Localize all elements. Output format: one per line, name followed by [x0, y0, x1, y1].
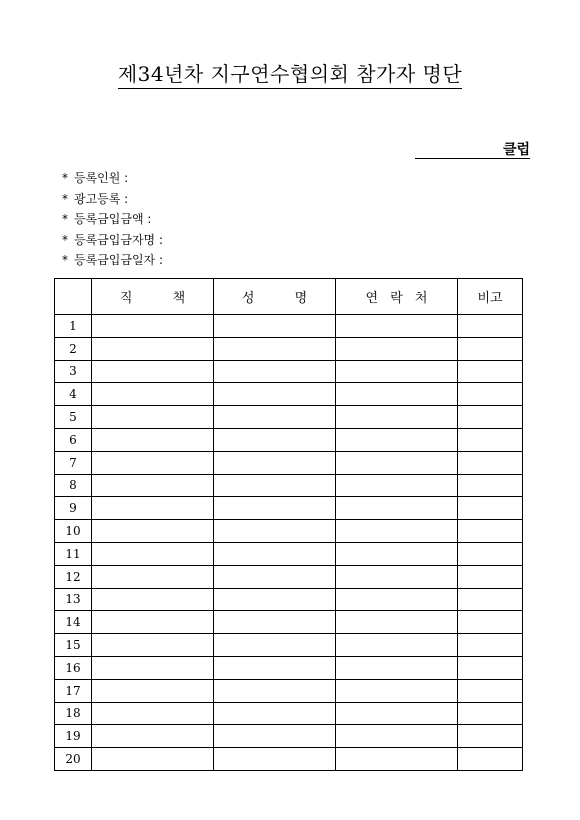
position-cell[interactable] — [92, 542, 214, 565]
table-row — [55, 611, 523, 634]
contact-cell[interactable] — [336, 702, 458, 725]
position-cell[interactable] — [92, 679, 214, 702]
name-cell[interactable] — [214, 634, 336, 657]
row-number: 11 — [55, 542, 92, 565]
name-cell[interactable] — [214, 383, 336, 406]
header-number — [55, 279, 92, 315]
name-cell[interactable] — [214, 611, 336, 634]
row-number: 1 — [55, 315, 92, 338]
contact-cell[interactable] — [336, 588, 458, 611]
row-number: 4 — [55, 383, 92, 406]
remarks-cell[interactable] — [458, 520, 523, 543]
table-row — [55, 428, 523, 451]
remarks-cell[interactable] — [458, 748, 523, 771]
name-cell[interactable] — [214, 748, 336, 771]
position-cell[interactable] — [92, 702, 214, 725]
table-row — [55, 679, 523, 702]
contact-cell[interactable] — [336, 565, 458, 588]
row-number: 6 — [55, 428, 92, 451]
page-title — [0, 62, 580, 86]
row-number: 14 — [55, 611, 92, 634]
position-cell[interactable] — [92, 725, 214, 748]
position-cell[interactable] — [92, 634, 214, 657]
info-item-registrants — [62, 168, 163, 189]
info-item-fee-amount — [62, 209, 163, 230]
contact-cell[interactable] — [336, 474, 458, 497]
name-cell[interactable] — [214, 451, 336, 474]
remarks-cell[interactable] — [458, 679, 523, 702]
info-item-deposit-date — [62, 250, 163, 271]
table-row — [55, 520, 523, 543]
table-row — [55, 725, 523, 748]
position-cell[interactable] — [92, 565, 214, 588]
name-cell[interactable] — [214, 588, 336, 611]
row-number: 19 — [55, 725, 92, 748]
info-item-depositor — [62, 230, 163, 251]
row-number: 17 — [55, 679, 92, 702]
position-cell[interactable] — [92, 474, 214, 497]
club-field — [415, 141, 530, 159]
row-number: 20 — [55, 748, 92, 771]
row-number: 18 — [55, 702, 92, 725]
table-row — [55, 337, 523, 360]
table-row — [55, 315, 523, 338]
contact-cell[interactable] — [336, 679, 458, 702]
table-row — [55, 451, 523, 474]
info-label: 등록금입금액 : — [74, 212, 152, 226]
info-item-ad — [62, 189, 163, 210]
remarks-cell[interactable] — [458, 428, 523, 451]
contact-cell[interactable] — [336, 360, 458, 383]
club-label: 클럽 — [502, 142, 530, 158]
contact-cell[interactable] — [336, 383, 458, 406]
position-cell[interactable] — [92, 520, 214, 543]
row-number: 9 — [55, 497, 92, 520]
remarks-cell[interactable] — [458, 497, 523, 520]
remarks-cell[interactable] — [458, 565, 523, 588]
contact-cell[interactable] — [336, 428, 458, 451]
name-cell[interactable] — [214, 315, 336, 338]
table-row — [55, 588, 523, 611]
registration-info-list — [62, 168, 163, 271]
row-number: 3 — [55, 360, 92, 383]
row-number: 16 — [55, 656, 92, 679]
contact-cell[interactable] — [336, 497, 458, 520]
table-row — [55, 656, 523, 679]
name-cell[interactable] — [214, 725, 336, 748]
name-cell[interactable] — [214, 406, 336, 429]
info-label: 등록금입금일자 : — [74, 253, 164, 267]
remarks-cell[interactable] — [458, 702, 523, 725]
table-header-row — [55, 279, 523, 315]
row-number: 12 — [55, 565, 92, 588]
remarks-cell[interactable] — [458, 360, 523, 383]
info-label: 등록금입금자명 : — [74, 232, 164, 247]
position-cell[interactable] — [92, 451, 214, 474]
table-row — [55, 474, 523, 497]
header-remarks: 비고 — [458, 279, 523, 315]
position-cell[interactable] — [92, 315, 214, 338]
name-cell[interactable] — [214, 428, 336, 451]
name-cell[interactable] — [214, 702, 336, 725]
bullet-icon: * — [62, 191, 68, 206]
position-cell[interactable] — [92, 611, 214, 634]
header-position: 직 책 — [92, 279, 214, 315]
contact-cell[interactable] — [336, 634, 458, 657]
position-cell[interactable] — [92, 337, 214, 360]
remarks-cell[interactable] — [458, 451, 523, 474]
contact-cell[interactable] — [336, 725, 458, 748]
table-body — [55, 315, 523, 771]
contact-cell[interactable] — [336, 315, 458, 338]
bullet-icon: * — [62, 253, 68, 267]
position-cell[interactable] — [92, 406, 214, 429]
header-contact: 연 락 처 — [336, 279, 458, 315]
remarks-cell[interactable] — [458, 315, 523, 338]
row-number: 15 — [55, 634, 92, 657]
row-number: 5 — [55, 406, 92, 429]
remarks-cell[interactable] — [458, 337, 523, 360]
title-text: 제34년차 지구연수협의회 참가자 명단 — [118, 62, 462, 89]
position-cell[interactable] — [92, 360, 214, 383]
name-cell[interactable] — [214, 497, 336, 520]
table-row — [55, 542, 523, 565]
contact-cell[interactable] — [336, 748, 458, 771]
name-cell[interactable] — [214, 656, 336, 679]
bullet-icon: * — [62, 232, 68, 247]
contact-cell[interactable] — [336, 406, 458, 429]
remarks-cell[interactable] — [458, 634, 523, 657]
remarks-cell[interactable] — [458, 474, 523, 497]
name-cell[interactable] — [214, 542, 336, 565]
remarks-cell[interactable] — [458, 542, 523, 565]
table-row — [55, 406, 523, 429]
position-cell[interactable] — [92, 497, 214, 520]
name-cell[interactable] — [214, 337, 336, 360]
remarks-cell[interactable] — [458, 725, 523, 748]
info-label: 등록인원 : — [74, 171, 129, 185]
header-name: 성 명 — [214, 279, 336, 315]
name-cell[interactable] — [214, 360, 336, 383]
table-row — [55, 634, 523, 657]
name-cell[interactable] — [214, 565, 336, 588]
row-number: 13 — [55, 588, 92, 611]
remarks-cell[interactable] — [458, 383, 523, 406]
contact-cell[interactable] — [336, 337, 458, 360]
position-cell[interactable] — [92, 748, 214, 771]
contact-cell[interactable] — [336, 656, 458, 679]
contact-cell[interactable] — [336, 611, 458, 634]
position-cell[interactable] — [92, 428, 214, 451]
bullet-icon: * — [62, 171, 68, 185]
name-cell[interactable] — [214, 520, 336, 543]
remarks-cell[interactable] — [458, 406, 523, 429]
remarks-cell[interactable] — [458, 656, 523, 679]
table-row — [55, 497, 523, 520]
name-cell[interactable] — [214, 474, 336, 497]
row-number: 10 — [55, 520, 92, 543]
contact-cell[interactable] — [336, 542, 458, 565]
remarks-cell[interactable] — [458, 588, 523, 611]
position-cell[interactable] — [92, 656, 214, 679]
remarks-cell[interactable] — [458, 611, 523, 634]
table-row — [55, 360, 523, 383]
row-number: 8 — [55, 474, 92, 497]
info-label: 광고등록 : — [74, 191, 129, 206]
name-cell[interactable] — [214, 679, 336, 702]
participant-table — [54, 278, 523, 771]
bullet-icon: * — [62, 212, 68, 226]
table-row — [55, 565, 523, 588]
contact-cell[interactable] — [336, 520, 458, 543]
row-number: 7 — [55, 451, 92, 474]
row-number: 2 — [55, 337, 92, 360]
contact-cell[interactable] — [336, 451, 458, 474]
table-row — [55, 748, 523, 771]
position-cell[interactable] — [92, 588, 214, 611]
table-row — [55, 702, 523, 725]
position-cell[interactable] — [92, 383, 214, 406]
table-row — [55, 383, 523, 406]
